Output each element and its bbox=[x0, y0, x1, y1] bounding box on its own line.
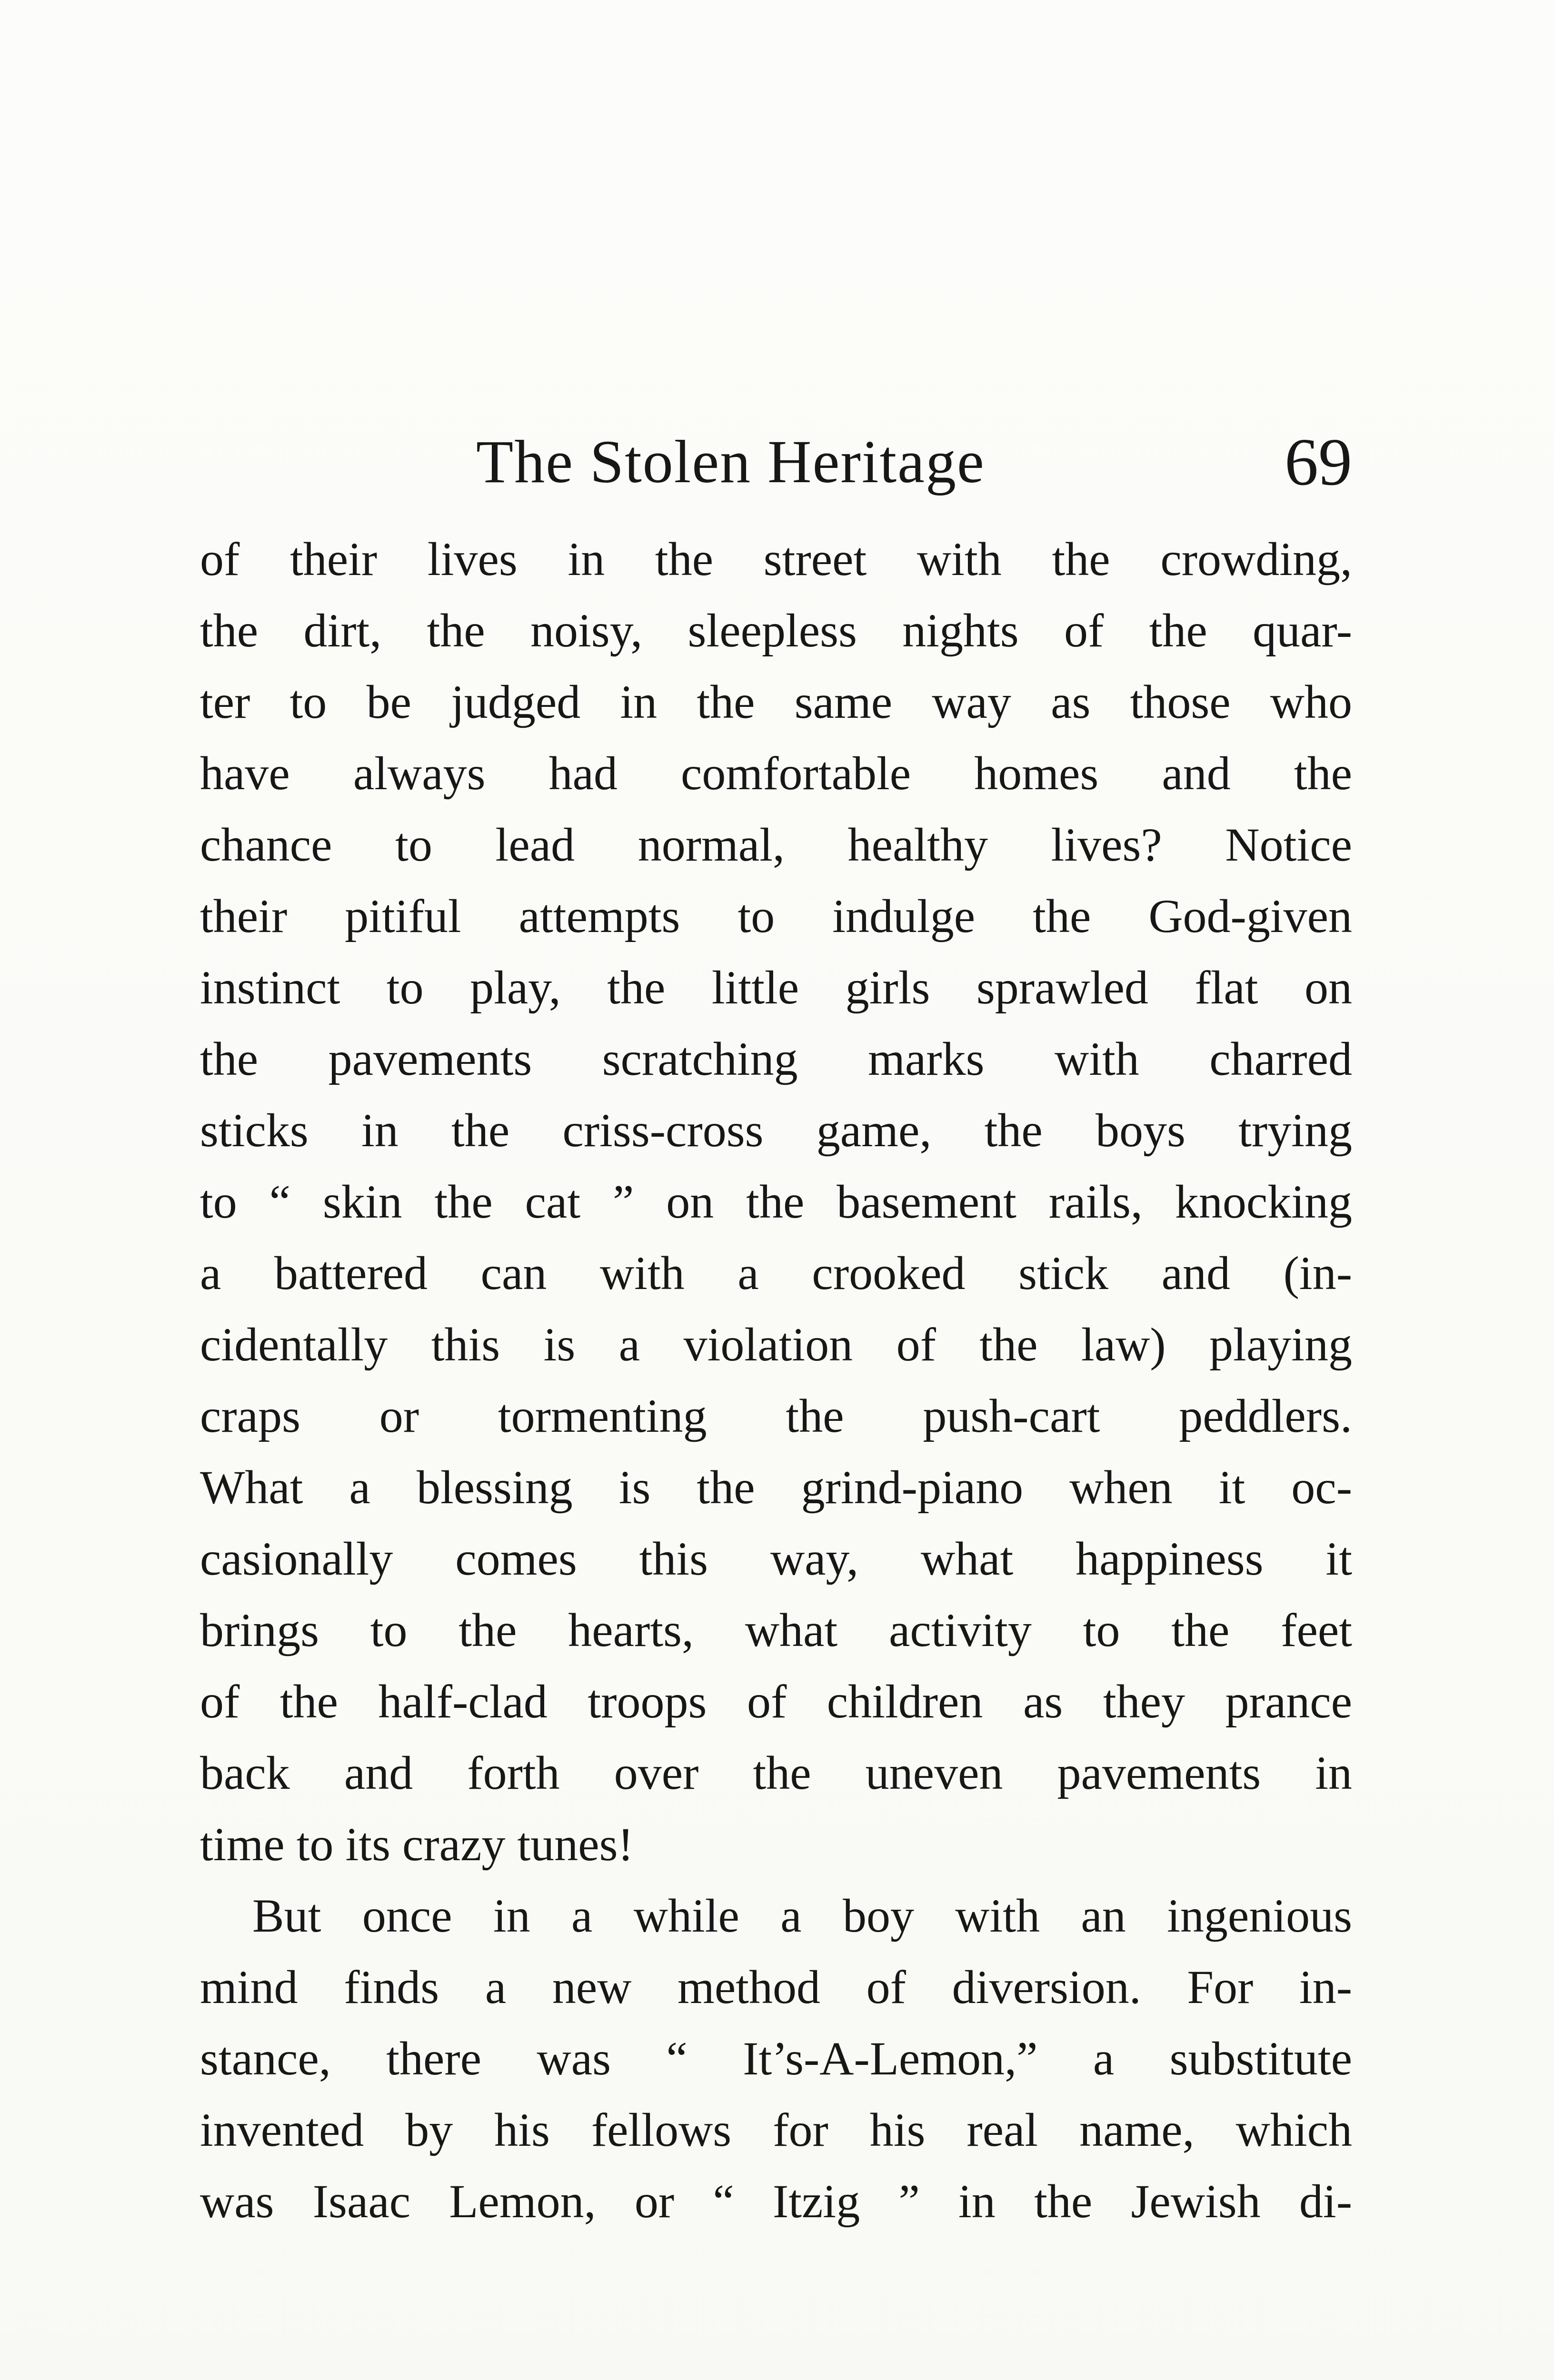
body-text bbox=[200, 524, 1352, 2285]
text-line: to “ skin the cat ” on the basement rails, knocking bbox=[200, 1175, 1352, 1228]
text-line: the pavements scratching marks with charred bbox=[200, 1032, 1352, 1085]
text-line: cidentally this is a violation of the law) playing bbox=[200, 1318, 1352, 1371]
text-line: sticks in the criss-cross game, the boys trying bbox=[200, 1104, 1352, 1157]
paragraph-last-line: time to its crazy tunes! bbox=[200, 1818, 634, 1871]
text-line: craps or tormenting the push-cart peddlers. bbox=[200, 1389, 1352, 1442]
text-line: casionally comes this way, what happiness it bbox=[200, 1532, 1352, 1585]
text-line: chance to lead normal, healthy lives? Notice bbox=[200, 818, 1352, 871]
text-line: was Isaac Lemon, or “ Itzig ” in the Jewish di- bbox=[200, 2175, 1352, 2228]
page-number: 69 bbox=[1285, 424, 1352, 499]
text-line: What a blessing is the grind-piano when it oc- bbox=[200, 1461, 1352, 1514]
running-header bbox=[200, 414, 1352, 509]
text-line: a battered can with a crooked stick and (in- bbox=[200, 1247, 1352, 1299]
text-line: of their lives in the street with the crowding, bbox=[200, 533, 1352, 585]
text-line: invented by his fellows for his real name, which bbox=[200, 2103, 1352, 2156]
text-line: ter to be judged in the same way as those who bbox=[200, 675, 1352, 728]
text-line: instinct to play, the little girls sprawled flat on bbox=[200, 961, 1352, 1014]
text-line: stance, there was “ It’s-A-Lemon,” a substitute bbox=[200, 2032, 1352, 2085]
text-line: the dirt, the noisy, sleepless nights of the quar- bbox=[200, 604, 1352, 657]
text-line: have always had comfortable homes and the bbox=[200, 747, 1352, 800]
text-line: their pitiful attempts to indulge the God-given bbox=[200, 890, 1352, 942]
running-title: The Stolen Heritage bbox=[476, 428, 985, 496]
text-line: of the half-clad troops of children as they prance bbox=[200, 1675, 1352, 1728]
text-line: brings to the hearts, what activity to the feet bbox=[200, 1604, 1352, 1656]
paragraph-first-line: But once in a while a boy with an ingenious bbox=[252, 1889, 1352, 1942]
text-line: back and forth over the uneven pavements in bbox=[200, 1746, 1352, 1799]
text-line: mind finds a new method of diversion. For in- bbox=[200, 1961, 1352, 2013]
